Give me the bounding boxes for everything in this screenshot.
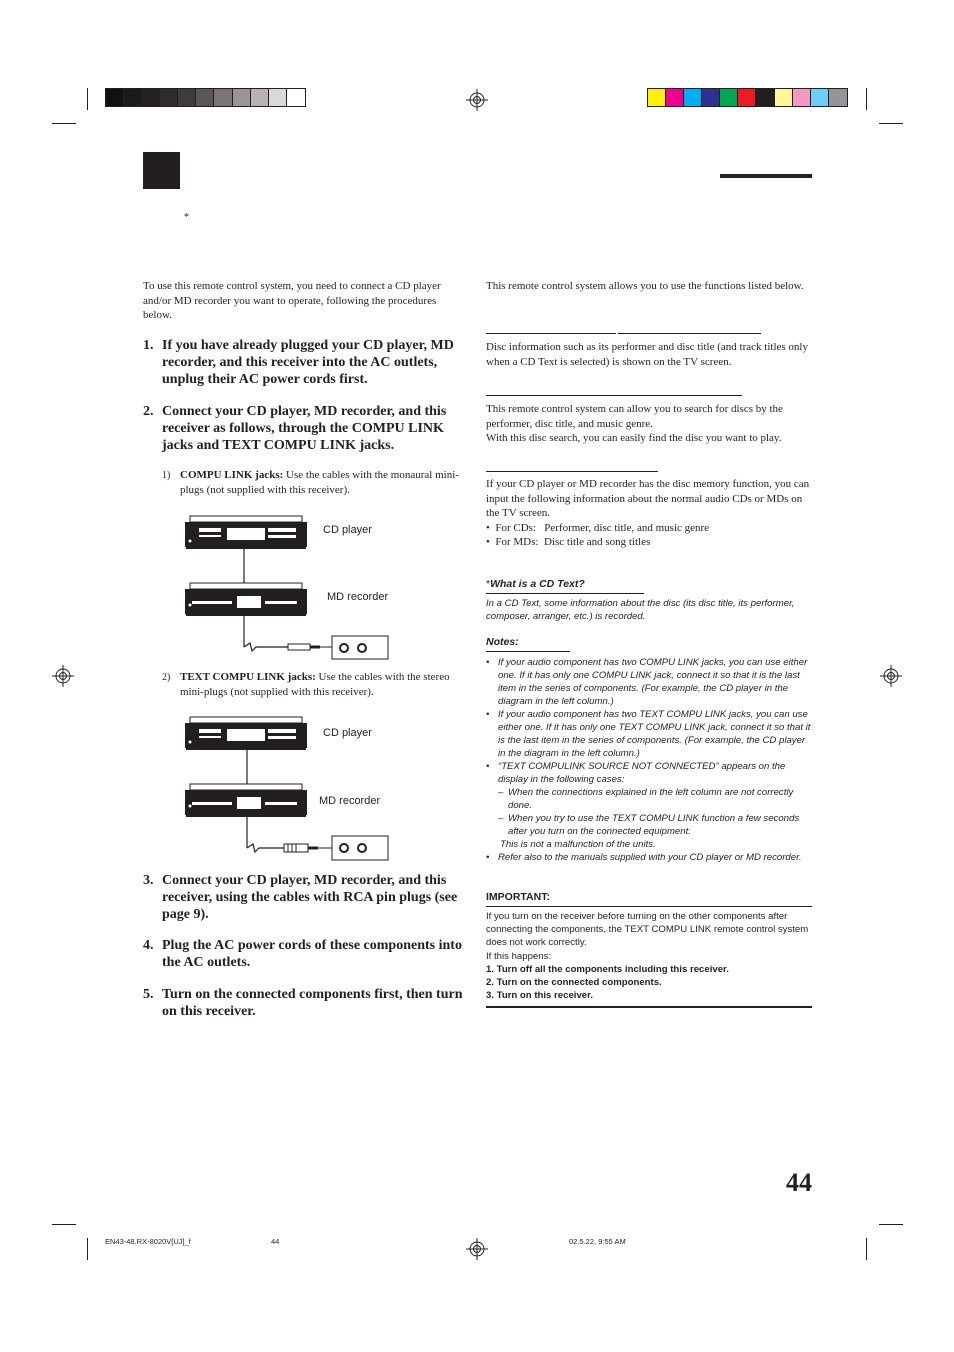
disc-memory-bullet-cd: • For CDs: Performer, disc title, and music genre (486, 522, 710, 534)
sub-item-bold: COMPU LINK jacks: (180, 469, 284, 481)
disc-search-paragraph-2: With this disc search, you can easily find the disc you want to play. (486, 432, 782, 444)
note-item: • “TEXT COMPULINK SOURCE NOT CONNECTED” appears on the display in the following cases: (486, 761, 786, 785)
step-number: 4. (143, 938, 154, 953)
color-swatch (811, 89, 829, 106)
color-swatch (738, 89, 756, 106)
sub-item-bold: TEXT COMPU LINK jacks: (180, 671, 316, 683)
color-swatch (648, 89, 666, 106)
color-swatch (684, 89, 702, 106)
color-swatch (756, 89, 774, 106)
color-swatch (214, 89, 232, 106)
md-recorder-illustration (185, 784, 307, 817)
step-number: 2. (143, 404, 154, 419)
note-item: • Refer also to the manuals supplied with your CD player or MD recorder. (486, 852, 802, 863)
color-swatch (124, 89, 142, 106)
gray-registration-bar (105, 88, 306, 107)
sub-item-text: Use the cables with the stereo mini-plugs (not supplied with this receiver). (180, 671, 450, 698)
step-4 (143, 937, 465, 971)
registration-target-icon (880, 665, 902, 687)
step-3 (143, 872, 473, 923)
step-text: Connect your CD player, MD recorder, and this receiver as follows, through the COMPU LINK jacks and TEXT COMPU LINK jacks. (162, 404, 447, 453)
color-swatch (793, 89, 811, 106)
info-display-paragraph: Disc information such as its performer and disc title (and track titles only when a CD Text is selected) is shown on the TV screen. (486, 341, 808, 368)
step-number: 1. (143, 338, 154, 353)
color-swatch (269, 89, 287, 106)
disc-memory-paragraph: If your CD player or MD recorder has the disc memory function, you can input the following information about the normal audio CDs or MDs on the TV screen. (486, 478, 810, 520)
color-swatch (702, 89, 720, 106)
footer-timestamp: 02.5.22, 9:55 AM (569, 1237, 626, 1246)
sub-item-text: Use the cables with the monaural mini-plugs (not supplied with this receiver). (180, 469, 459, 496)
color-swatch (829, 89, 847, 106)
color-swatch (178, 89, 196, 106)
cd-text-title-rule (486, 593, 644, 594)
color-swatch (775, 89, 793, 106)
header-rule (720, 174, 812, 178)
color-swatch (233, 89, 251, 106)
color-swatch (666, 89, 684, 106)
diagram-label-md-recorder: MD recorder (327, 591, 389, 603)
disc-memory-bullet-md: • For MDs: Disc title and song titles (486, 536, 651, 548)
step-text: Plug the AC power cords of these components into the AC outlets. (162, 938, 462, 970)
diagram-label-cd-player: CD player (323, 524, 372, 536)
notes-list (486, 656, 812, 864)
step-1 (143, 337, 465, 388)
step-text: If you have already plugged your CD player, MD recorder, and this receiver into the AC outlets, unplug their AC power cords first. (162, 338, 454, 387)
cd-player-illustration (185, 516, 307, 549)
sub-item-number: 1) (162, 470, 171, 481)
important-rule-bottom (486, 1006, 812, 1008)
note-sub-text: When you try to use the TEXT COMPU LINK function a few seconds after you turn on the connected equipment. (508, 813, 800, 837)
important-step: 1. Turn off all the components including this receiver. (486, 964, 729, 975)
page-number: 44 (786, 1168, 812, 1197)
right-intro: This remote control system allows you to use the functions listed below. (486, 280, 804, 292)
color-swatch (160, 89, 178, 106)
note-text: If your audio component has two COMPU LINK jacks, you can use either one. If it has only one COMPU LINK jack, connect it so that it is the last item in the series of components. (For example, the CD player in the diagram in the left column.) (498, 657, 808, 707)
footer-filename: EN43-48.RX-8020V[UJ]_f (105, 1237, 191, 1246)
notes-title-rule (486, 651, 570, 652)
sub-item-number: 2) (162, 672, 171, 683)
cd-text-body: In a CD Text, some information about the disc (its disc title, its performer, composer, arranger, etc.) is recorded. (486, 598, 795, 622)
disc-search-paragraph: This remote control system can allow you to search for discs by the performer, disc title, and music genre. (486, 403, 783, 430)
color-registration-bar (647, 88, 848, 107)
sub-item-text-compu-link (162, 670, 462, 700)
note-item: • If your audio component has two COMPU LINK jacks, you can use either one. If it has only one COMPU LINK jack, connect it so that it is the last item in the series of components. (For example, the CD player in the diagram in the left column.) (486, 657, 808, 707)
important-if-happens: If this happens: (486, 951, 552, 962)
cd-player-illustration (185, 717, 307, 750)
note-sub-text: When the connections explained in the left column are not correctly done. (508, 787, 794, 811)
section-marker-block (143, 152, 180, 189)
registration-target-icon (52, 665, 74, 687)
step-number: 3. (143, 873, 154, 888)
note-text: Refer also to the manuals supplied with your CD player or MD recorder. (498, 852, 802, 863)
diagram-label-cd-player: CD player (323, 727, 372, 739)
step-number: 5. (143, 987, 154, 1002)
important-title: IMPORTANT: (486, 891, 550, 903)
cd-text-title-star: * (486, 578, 491, 590)
color-swatch (251, 89, 269, 106)
footer-page: 44 (271, 1237, 280, 1246)
malfunction-text: This is not a malfunction of the units. (500, 839, 656, 850)
note-text: If your audio component has two TEXT COMPU LINK jacks, you can use either one. If it has only one TEXT COMPU LINK jack, connect it so that it is the last item in the series of components. (For example, the CD player in the diagram in the left column.) (498, 709, 811, 759)
registration-target-icon (466, 89, 488, 111)
color-swatch (720, 89, 738, 106)
heading-rule (618, 333, 761, 334)
cd-text-title-label: What is a CD Text? (490, 578, 585, 590)
sub-item-compu-link (162, 468, 462, 498)
note-sub-item: – When the connections explained in the left column are not correctly done. (498, 787, 794, 811)
header-asterisk: * (184, 212, 189, 223)
notes-title: Notes: (486, 636, 519, 648)
step-5 (143, 986, 465, 1020)
color-swatch (106, 89, 124, 106)
color-swatch (196, 89, 214, 106)
color-swatch (287, 89, 305, 106)
md-recorder-illustration (185, 583, 307, 616)
step-text: Connect your CD player, MD recorder, and this receiver, using the cables with RCA pin plugs (see page 9). (162, 873, 458, 922)
heading-rule (486, 471, 658, 472)
note-item: • If your audio component has two TEXT COMPU LINK jacks, you can use either one. If it has only one TEXT COMPU LINK jack, connect it so that it is the last item in the series of components. (For example, the CD player in the diagram in the left column.) (486, 709, 811, 759)
left-intro: To use this remote control system, you need to connect a CD player and/or MD recorder you want to operate, following the procedures below. (143, 280, 441, 322)
important-body: If you turn on the receiver before turning on the other components after connecting the components, the TEXT COMPU LINK remote control system does not work correctly. (486, 911, 809, 948)
heading-rule (486, 333, 616, 334)
color-swatch (142, 89, 160, 106)
diagram-label-md-recorder: MD recorder (319, 795, 381, 807)
step-2 (143, 403, 465, 454)
note-sub-item: – When you try to use the TEXT COMPU LINK function a few seconds after you turn on the connected equipment. (498, 813, 800, 837)
step-text: Turn on the connected components first, then turn on this receiver. (162, 987, 463, 1019)
important-rule-top (486, 906, 812, 907)
important-step: 3. Turn on this receiver. (486, 990, 593, 1001)
important-step: 2. Turn on the connected components. (486, 977, 662, 988)
cd-text-title (486, 578, 585, 591)
heading-rule (486, 395, 742, 396)
registration-target-icon (466, 1238, 488, 1260)
note-text: “TEXT COMPULINK SOURCE NOT CONNECTED” appears on the display in the following cases: (498, 761, 786, 785)
